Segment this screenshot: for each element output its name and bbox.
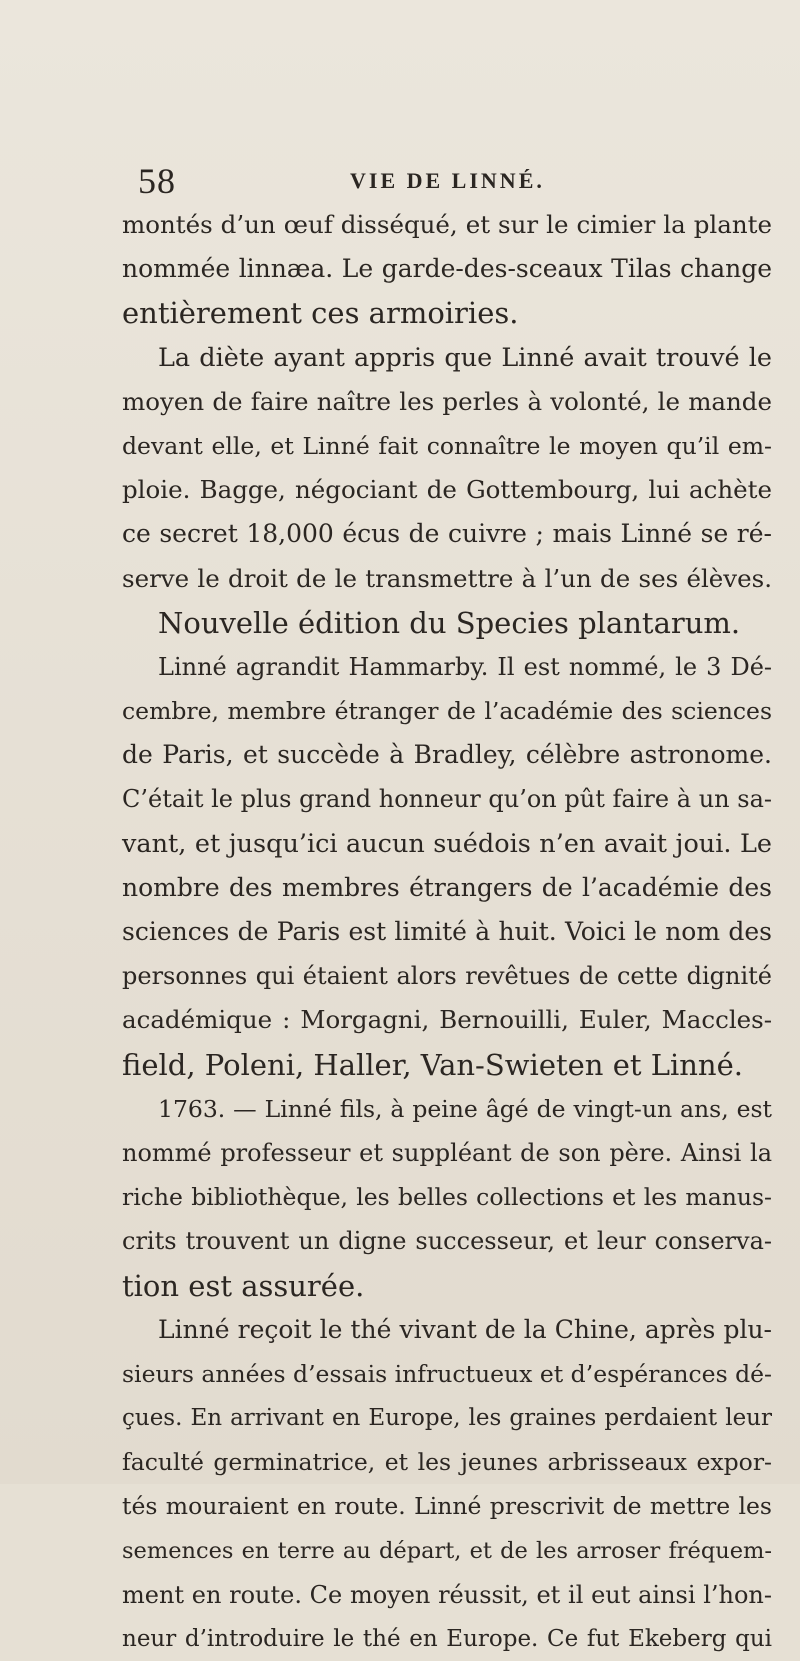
text-line: tés mouraient en route. Linné prescrivit de mettre les	[122, 1492, 772, 1521]
body-text	[122, 203, 772, 1661]
text-line: field, Poleni, Haller, Van-Swieten et Linné.	[122, 1047, 743, 1082]
text-line: crits trouvent un digne successeur, et leur conserva-	[122, 1227, 772, 1256]
text-line: çues. En arrivant en Europe, les graines perdaient leur	[122, 1405, 772, 1432]
text-line: académique : Morgagni, Bernouilli, Euler, Maccles-	[122, 1005, 772, 1035]
text-line: Nouvelle édition du Species plantarum.	[158, 605, 741, 640]
text-line: ploie. Bagge, négociant de Gottembourg, lui achète	[122, 475, 772, 505]
text-line: sieurs années d’essais infructueux et d’espérances dé-	[122, 1359, 772, 1388]
text-line: La diète ayant appris que Linné avait trouvé le	[158, 342, 772, 373]
text-line: serve le droit de le transmettre à l’un de ses élèves.	[122, 563, 772, 593]
text-line: personnes qui étaient alors revêtues de cette dignité	[122, 962, 772, 991]
text-line: Linné agrandit Hammarby. Il est nommé, le 3 Dé-	[158, 652, 772, 681]
text-line: tion est assurée.	[122, 1268, 365, 1303]
text-line: de Paris, et succède à Bradley, célèbre astronome.	[122, 740, 772, 770]
text-line: nombre des membres étrangers de l’académie des	[122, 872, 772, 902]
text-line: Linné reçoit le thé vivant de la Chine, après plu-	[158, 1314, 772, 1344]
running-title: VIE DE LINNÉ.	[350, 168, 545, 193]
text-line: nommé professeur et suppléant de son père. Ainsi la	[122, 1138, 772, 1167]
text-line: neur d’introduire le thé en Europe. Ce fut Ekeberg qui	[122, 1626, 772, 1652]
text-line: cembre, membre étranger de l’académie des sciences	[122, 697, 772, 726]
text-line: 1763. — Linné fils, à peine âgé de vingt-un ans, est	[158, 1094, 772, 1123]
text-line: vant, et jusqu’ici aucun suédois n’en avait joui. Le	[122, 828, 772, 859]
text-line: montés d’un œuf disséqué, et sur le cimier la plante	[122, 210, 772, 239]
text-line: moyen de faire naître les perles à volonté, le mande	[122, 386, 772, 416]
page-number: 58	[138, 161, 176, 201]
text-line: devant elle, et Linné fait connaître le moyen qu’il em-	[122, 431, 772, 460]
text-line: nommée linnæa. Le garde-des-sceaux Tilas change	[122, 254, 772, 284]
text-line: faculté germinatrice, et les jeunes arbrisseaux expor-	[122, 1448, 772, 1477]
text-line: entièrement ces armoiries.	[122, 296, 519, 331]
text-line: riche bibliothèque, les belles collections et les manus-	[122, 1183, 772, 1212]
text-line: ce secret 18,000 écus de cuivre ; mais Linné se ré-	[122, 519, 772, 549]
text-line: ment en route. Ce moyen réussit, et il eut ainsi l’hon-	[122, 1580, 772, 1609]
text-line: semences en terre au départ, et de les arroser fréquem-	[122, 1537, 772, 1564]
running-head	[126, 160, 726, 200]
text-line: C’était le plus grand honneur qu’on pût faire à un sa-	[122, 785, 772, 814]
text-line: sciences de Paris est limité à huit. Voici le nom des	[122, 917, 772, 946]
